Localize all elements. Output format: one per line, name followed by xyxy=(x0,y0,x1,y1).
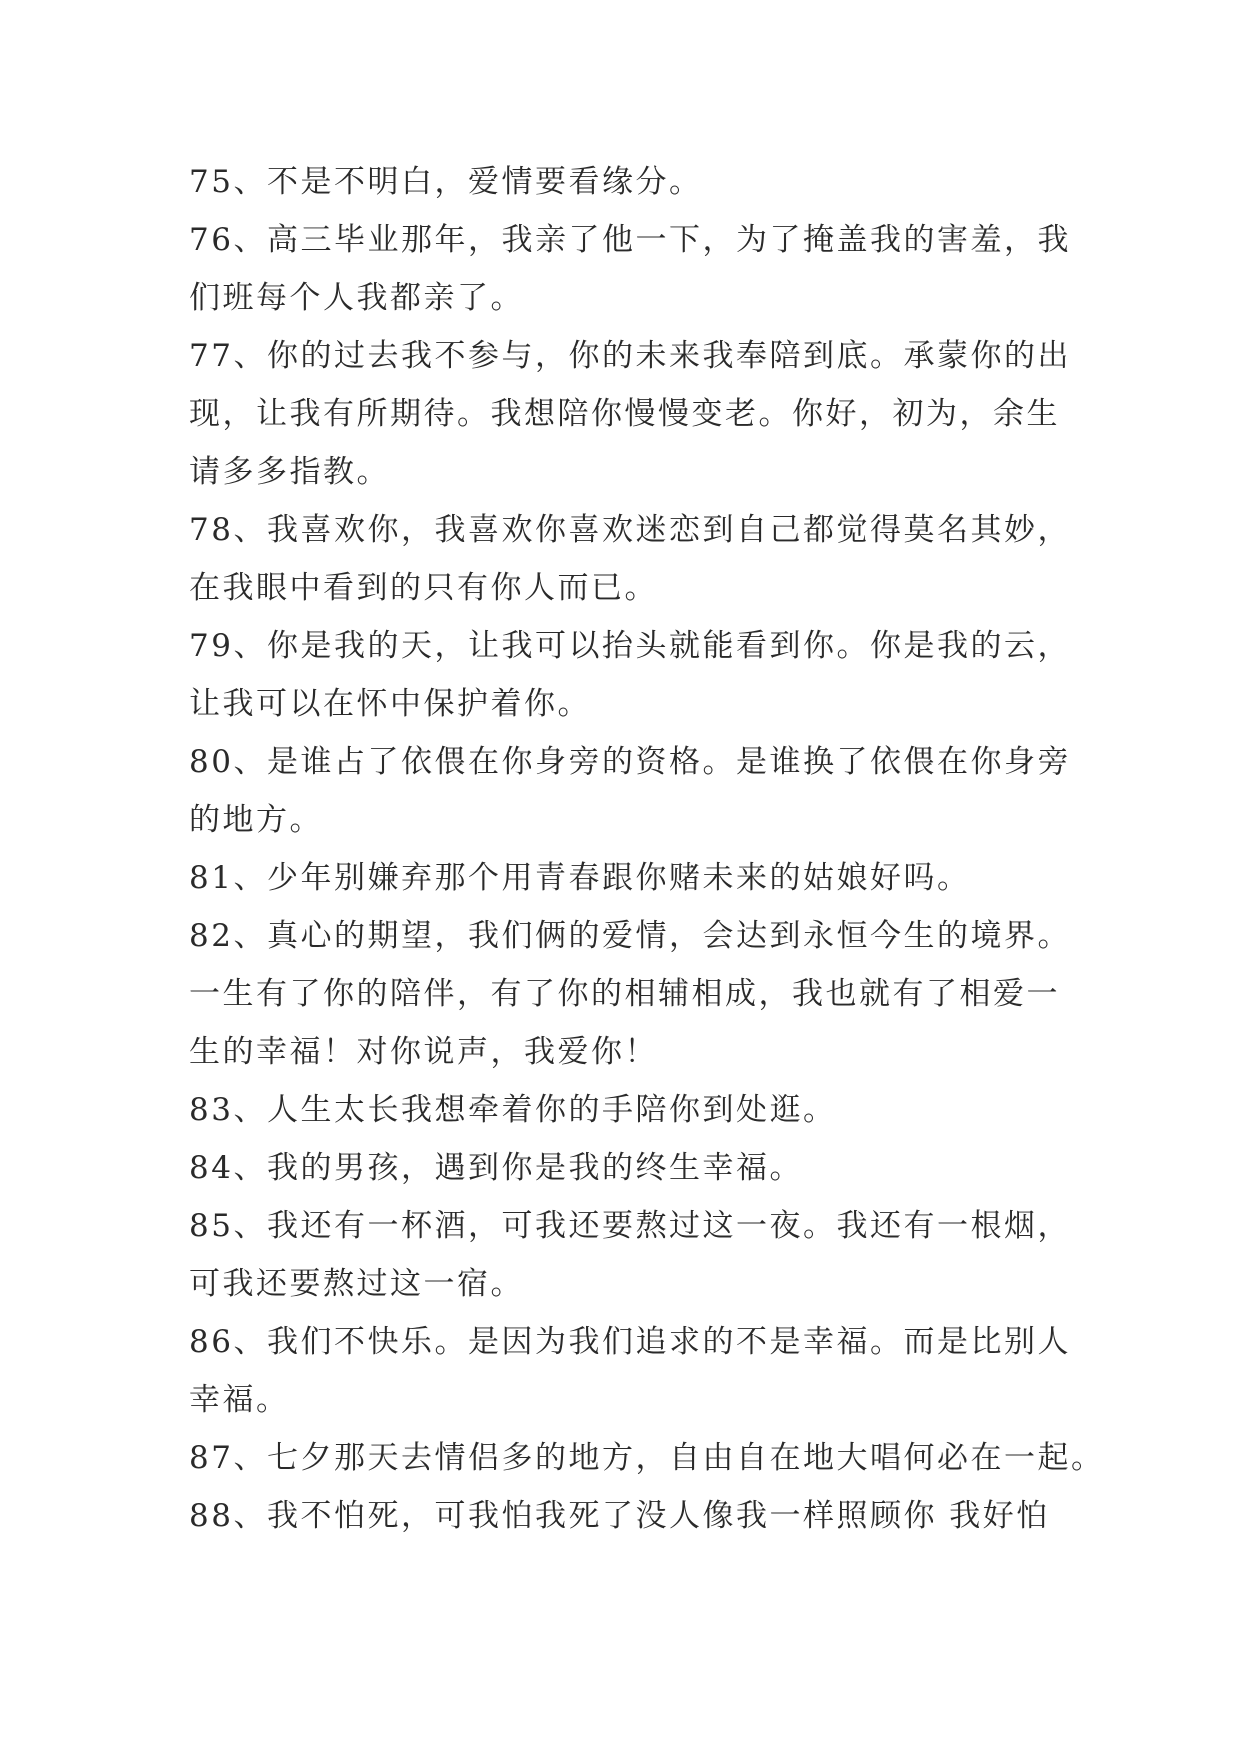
text-line: 让我可以在怀中保护着你。 xyxy=(189,686,591,722)
text-line: 82、真心的期望，我们俩的爱情，会达到永恒今生的境界。 xyxy=(189,918,1071,954)
text-line: 请多多指教。 xyxy=(189,454,390,490)
text-line: 88、我不怕死，可我怕我死了没人像我一样照顾你 我好怕 xyxy=(189,1498,1050,1534)
text-line: 85、我还有一杯酒，可我还要熬过这一夜。我还有一根烟， xyxy=(189,1208,1071,1244)
document-body xyxy=(189,153,1105,1545)
text-line: 83、人生太长我想牵着你的手陪你到处逛。 xyxy=(189,1092,837,1128)
text-line: 生的幸福！对你说声，我爱你！ xyxy=(189,1034,658,1070)
text-line: 77、你的过去我不参与，你的未来我奉陪到底。承蒙你的出 xyxy=(189,338,1071,374)
text-line: 的地方。 xyxy=(189,802,323,838)
text-line: 一生有了你的陪伴，有了你的相辅相成，我也就有了相爱一 xyxy=(189,976,1060,1012)
text-line: 们班每个人我都亲了。 xyxy=(189,280,524,316)
text-line: 现，让我有所期待。我想陪你慢慢变老。你好，初为，余生 xyxy=(189,396,1060,432)
text-line: 87、七夕那天去情侣多的地方，自由自在地大唱何必在一起。 xyxy=(189,1440,1105,1476)
text-line: 86、我们不快乐。是因为我们追求的不是幸福。而是比别人 xyxy=(189,1324,1071,1360)
text-line: 在我眼中看到的只有你人而已。 xyxy=(189,570,658,606)
text-line: 幸福。 xyxy=(189,1382,290,1418)
text-line: 79、你是我的天，让我可以抬头就能看到你。你是我的云， xyxy=(189,628,1071,664)
text-line: 可我还要熬过这一宿。 xyxy=(189,1266,524,1302)
text-line: 81、少年别嫌弃那个用青春跟你赌未来的姑娘好吗。 xyxy=(189,860,971,896)
text-line: 78、我喜欢你，我喜欢你喜欢迷恋到自己都觉得莫名其妙， xyxy=(189,512,1071,548)
text-line: 84、我的男孩，遇到你是我的终生幸福。 xyxy=(189,1150,803,1186)
text-line: 75、不是不明白，爱情要看缘分。 xyxy=(189,164,703,200)
text-line: 80、是谁占了依偎在你身旁的资格。是谁换了依偎在你身旁 xyxy=(189,744,1071,780)
text-line: 76、高三毕业那年，我亲了他一下，为了掩盖我的害羞，我 xyxy=(189,222,1071,258)
